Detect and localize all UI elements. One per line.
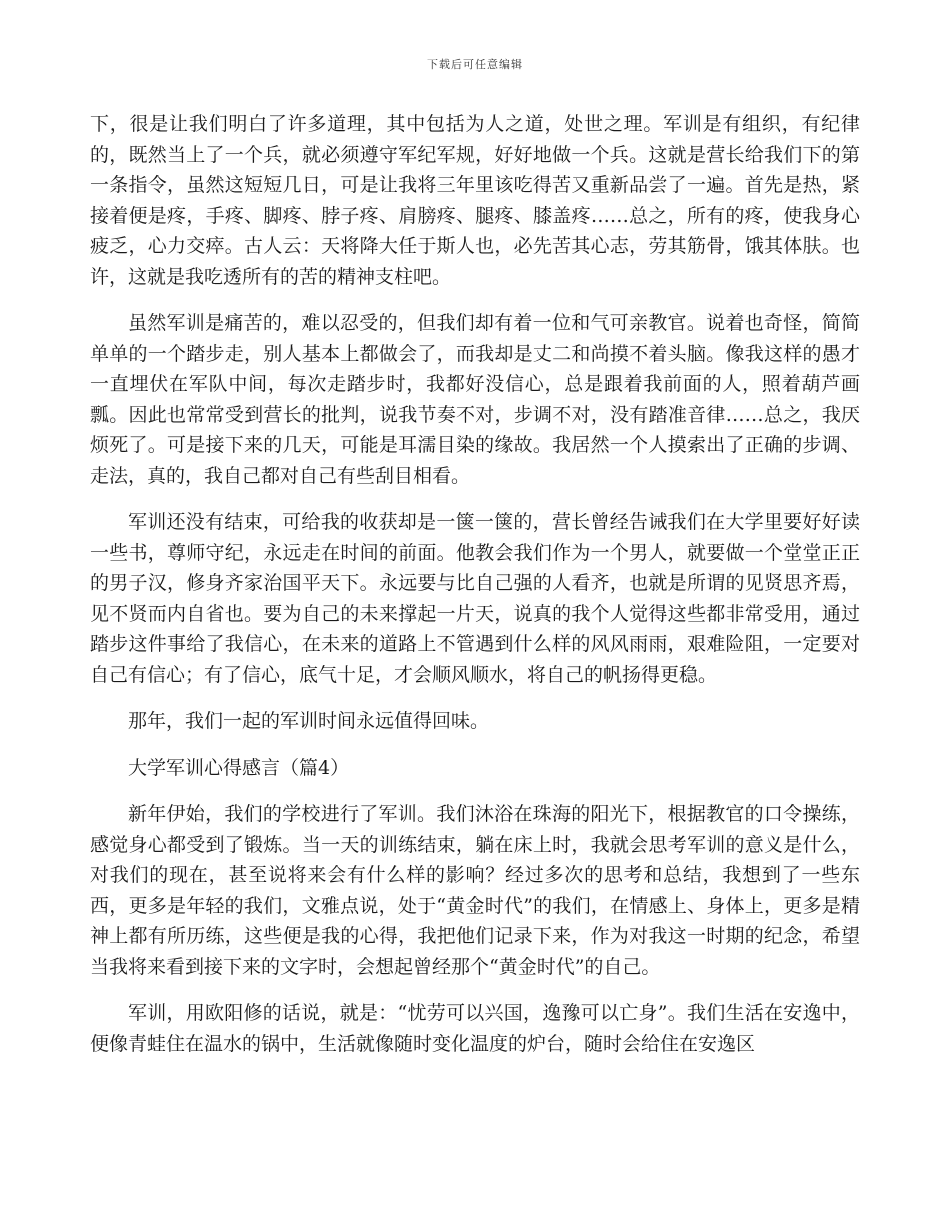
paragraph: 虽然军训是痛苦的，难以忍受的，但我们却有着一位和气可亲教官。说着也奇怪，简简单单的一个踏步走，别人基本上都做会了，而我却是丈二和尚摸不着头脑。像我这样的愚才一直埋伏在军队中间，每次走踏步时，我都好没信心，总是跟着我前面的人，照着葫芦画瓢。因此也常常受到营长的批判，说我节奏不对，步调不对，没有踏准音律……总之，我厌烦死了。可是接下来的几天，可能是耳濡目染的缘故。我居然一个人摸索出了正确的步调、走法，真的，我自己都对自己有些刮目相看。 (90, 312, 860, 487)
document-body (90, 109, 860, 1075)
paragraph-continuation: 下，很是让我们明白了许多道理，其中包括为人之道，处世之理。军训是有组织，有纪律的，既然当上了一个兵，就必须遵守军纪军规，好好地做一个兵。这就是营长给我们下的第一条指令，虽然这短短几日，可是让我将三年里该吃得苦又重新品尝了一遍。首先是热，紧接着便是疼，手疼、脚疼、脖子疼、肩膀疼、腿疼、膝盖疼……总之，所有的疼，使我身心疲乏，心力交瘁。古人云：天将降大任于斯人也，必先苦其心志，劳其筋骨，饿其体肤。也许，这就是我吃透所有的苦的精神支柱吧。 (90, 113, 860, 288)
paragraph: 军训，用欧阳修的话说，就是：“忧劳可以兴国，逸豫可以亡身”。我们生活在安逸中，便像青蛙住在温水的锅中，生活就像随时变化温度的炉台，随时会给住在安逸区 (90, 1002, 860, 1055)
paragraph: 军训还没有结束，可给我的收获却是一箧一箧的，营长曾经告诫我们在大学里要好好读一些书，尊师守纪，永远走在时间的前面。他教会我们作为一个男人，就要做一个堂堂正正的男子汉，修身齐家治国平天下。永远要与比自己强的人看齐，也就是所谓的见贤思齐焉，见不贤而内自省也。要为自己的未来撑起一片天，说真的我个人觉得这些都非常受用，通过踏步这件事给了我信心，在未来的道路上不管遇到什么样的风风雨雨，艰难险阻，一定要对自己有信心；有了信心，底气十足，才会顺风顺水，将自己的帆扬得更稳。 (90, 511, 860, 686)
page-header: 下载后可任意编辑 (427, 58, 523, 71)
section-heading: 大学军训心得感言（篇4） (128, 756, 350, 779)
paragraph: 那年，我们一起的军训时间永远值得回味。 (128, 710, 490, 732)
paragraph: 新年伊始，我们的学校进行了军训。我们沐浴在珠海的阳光下，根据教官的口令操练，感觉身心都受到了锻炼。当一天的训练结束，躺在床上时，我就会思考军训的意义是什么，对我们的现在，甚至说将来会有什么样的影响？经过多次的思考和总结，我想到了一些东西，更多是年轻的我们，文雅点说，处于“黄金时代”的我们，在情感上、身体上，更多是精神上都有所历练，这些便是我的心得，我把他们记录下来，作为对我这一时期的纪念，希望当我将来看到接下来的文字时，会想起曾经那个“黄金时代”的自己。 (90, 803, 860, 978)
